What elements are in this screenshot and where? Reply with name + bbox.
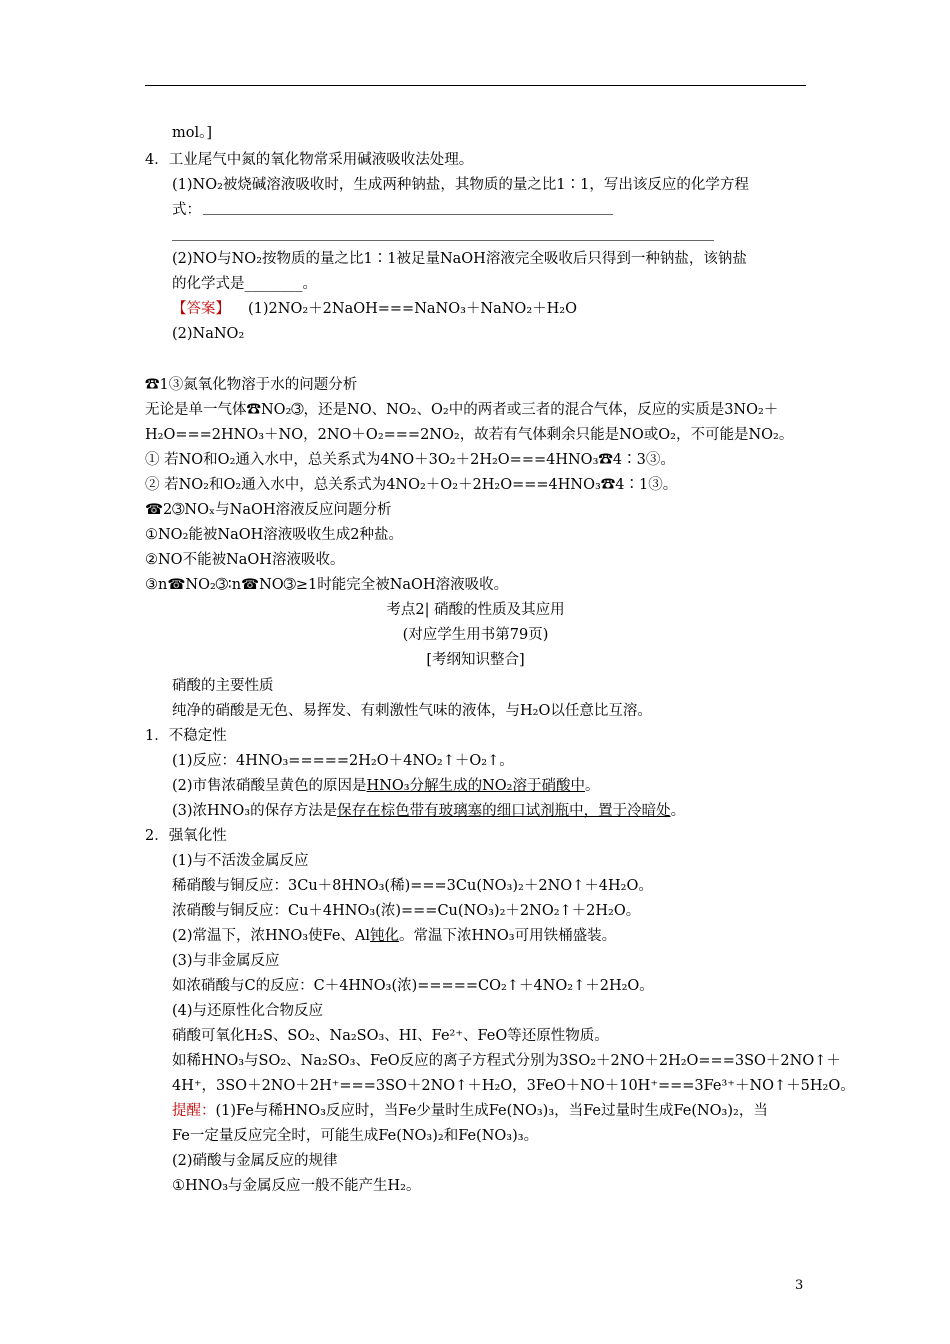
notes-text: ① 若NO和O₂通入水中，总关系式为4NO＋3O₂＋2H₂O===4HNO₃☎4∶3➂。 [145, 452, 675, 468]
notes-text: ①NO₂能被NaOH溶液吸收生成2种盐。 [145, 527, 403, 543]
body-text: 4H⁺，3SO＋2NO＋2H⁺===3SO＋2NO↑＋H₂O，3FeO＋NO＋10H⁺===3Fe³⁺＋NO↑＋5H₂O。 [172, 1078, 855, 1094]
notes-text: ② 若NO₂和O₂通入水中，总关系式为4NO₂＋O₂＋2H₂O===4HNO₃☎4∶1➂。 [145, 477, 678, 493]
tip-text: Fe一定量反应完全时，可能生成Fe(NO₃)₂和Fe(NO₃)₃。 [172, 1128, 539, 1144]
text-segment: (2)常温下，浓HNO₃使Fe、Al [172, 928, 371, 944]
continuation-text: mol。] [172, 125, 213, 141]
body-text: 如浓硝酸与C的反应：C＋4HNO₃(浓)=====CO₂↑＋4NO₂↑＋2H₂O。 [172, 978, 654, 994]
answer-1: (1)2NO₂＋2NaOH===NaNO₃＋NaNO₂＋H₂O [248, 301, 577, 317]
section-subtitle: [考纲知识整合] [426, 652, 525, 668]
question-4-part2-cont: 的化学式是________。 [172, 276, 317, 292]
body-text: 如稀HNO₃与SO₂、Na₂SO₃、FeO反应的离子方程式分别为3SO₂＋2NO＋2H₂O===3SO＋2NO↑＋ [172, 1053, 841, 1069]
body-text: (4)与还原性化合物反应 [172, 1003, 324, 1019]
body-text: 纯净的硝酸是无色、易挥发、有刺激性气味的液体，与H₂O以任意比互溶。 [172, 703, 652, 719]
answer-blank-line [172, 240, 714, 241]
notes-heading-2: ☎2➂NOₓ与NaOH溶液反应问题分析 [145, 502, 392, 518]
notes-text: H₂O===2HNO₃＋NO，2NO＋O₂===2NO₂，故若有气体剩余只能是NO或O₂，不可能是NO₂。 [145, 427, 794, 443]
subsection-heading: 1．不稳定性 [145, 728, 227, 744]
question-4-title: 4．工业尾气中氮的氧化物常采用碱液吸收法处理。 [145, 152, 474, 168]
underlined-answer: 钝化 [370, 928, 400, 944]
question-4-part1: (1)NO₂被烧碱溶液吸收时，生成两种钠盐，其物质的量之比1∶1，写出该反应的化学方程 [172, 177, 749, 193]
page-number: 3 [795, 1278, 804, 1293]
question-4-part1-cont: 式： [172, 202, 201, 218]
text-segment: (2)市售浓硝酸呈黄色的原因是 [172, 778, 367, 794]
answer-label: 【答案】 [172, 301, 230, 317]
body-text: 硝酸可氧化H₂S、SO₂、Na₂SO₃、HI、Fe²⁺、FeO等还原性物质。 [172, 1028, 609, 1044]
answer-2: (2)NaNO₂ [172, 326, 245, 342]
text-segment: 。常温下浓HNO₃可用铁桶盛装。 [399, 928, 617, 944]
body-text: (3)与非金属反应 [172, 953, 280, 969]
body-text [172, 776, 599, 796]
text-segment: (3)浓HNO₃的保存方法是 [172, 803, 338, 819]
body-text: 浓硝酸与铜反应：Cu＋4HNO₃(浓)===Cu(NO₃)₂＋2NO₂↑＋2H₂O。 [172, 903, 641, 919]
text-segment: 。 [670, 803, 686, 819]
underlined-answer: HNO₃分解生成的NO₂溶于硝酸中 [366, 778, 585, 794]
body-text: (1)反应：4HNO₃=====2H₂O＋4NO₂↑＋O₂↑。 [172, 753, 514, 769]
subsection-heading: 2．强氧化性 [145, 828, 227, 844]
question-4-part2: (2)NO与NO₂按物质的量之比1∶1被足量NaOH溶液完全吸收后只得到一种钠盐，该钠盐 [172, 251, 747, 267]
notes-text: ③n☎NO₂➂∶n☎NO➂≥1时能完全被NaOH溶液吸收。 [145, 577, 509, 593]
notes-text: ②NO不能被NaOH溶液吸收。 [145, 552, 345, 568]
body-text: 硝酸的主要性质 [172, 678, 274, 694]
body-text: (2)硝酸与金属反应的规律 [172, 1153, 338, 1169]
body-text: (1)与不活泼金属反应 [172, 853, 309, 869]
section-reference: (对应学生用书第79页) [402, 627, 549, 643]
text-segment: 。 [584, 778, 600, 794]
tip-label: 提醒： [172, 1103, 216, 1119]
underlined-answer: 保存在棕色带有玻璃塞的细口试剂瓶中，置于冷暗处 [337, 803, 671, 819]
notes-text: 无论是单一气体☎NO₂➂，还是NO、NO₂、O₂中的两者或三者的混合气体，反应的实质是3NO₂＋ [145, 402, 779, 418]
answer-blank-line [203, 214, 613, 215]
text-segment: (1)Fe与稀HNO₃反应时，当Fe少量时生成Fe(NO₃)₃，当Fe过量时生成Fe(NO₃)₂，当 [215, 1103, 768, 1119]
header-rule [145, 85, 806, 86]
body-text: ①HNO₃与金属反应一般不能产生H₂。 [172, 1178, 421, 1194]
body-text [172, 801, 685, 821]
answer-line-1 [172, 299, 577, 319]
notes-heading-1: ☎1➂氮氧化物溶于水的问题分析 [145, 377, 358, 393]
tip-text [172, 1101, 768, 1121]
body-text: 稀硝酸与铜反应：3Cu＋8HNO₃(稀)===3Cu(NO₃)₂＋2NO↑＋4H₂O。 [172, 878, 653, 894]
body-text [172, 926, 616, 946]
section-title: 考点2| 硝酸的性质及其应用 [386, 602, 565, 618]
